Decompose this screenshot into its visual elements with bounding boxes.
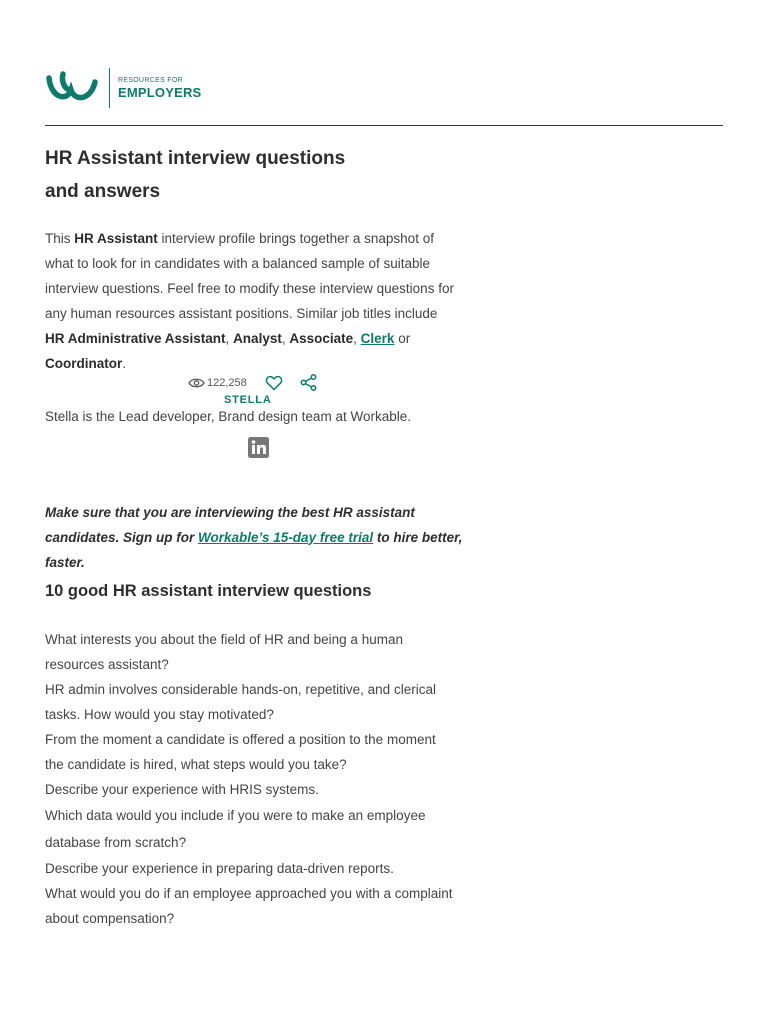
free-trial-link[interactable]: Workable’s 15-day free trial xyxy=(198,529,374,545)
job-title-4: Coordinator xyxy=(45,356,123,371)
logo-text xyxy=(118,76,201,101)
heart-icon[interactable] xyxy=(265,375,283,391)
job-title-1: HR Administrative Assistant xyxy=(45,331,226,346)
share-icon[interactable] xyxy=(300,374,317,391)
question-item: What would you do if an employee approached you with a complaint about compensation? xyxy=(45,886,453,926)
eye-icon xyxy=(188,377,205,389)
intro-text: This xyxy=(45,231,75,246)
author-name[interactable]: STELLA xyxy=(224,394,272,406)
intro-separator: , xyxy=(225,331,234,346)
linkedin-icon[interactable] xyxy=(248,437,269,458)
job-title-3: Associate xyxy=(289,331,354,346)
question-item: HR admin involves considerable hands-on, repetitive, and clerical tasks. How would you stay motivated? xyxy=(45,682,436,722)
question-item: From the moment a candidate is offered a position to the moment the candidate is hired, what steps would you take? xyxy=(45,732,436,772)
workable-w-icon xyxy=(45,68,101,108)
questions-list xyxy=(45,627,455,931)
logo-name: EMPLOYERS xyxy=(118,84,202,100)
intro-separator: , xyxy=(353,331,361,346)
intro-paragraph xyxy=(45,226,460,376)
question-item: Describe your experience in preparing data-driven reports. xyxy=(45,861,394,876)
workable-logo[interactable] xyxy=(45,68,201,108)
header-divider xyxy=(45,125,723,126)
question-item: Describe your experience with HRIS systems. xyxy=(45,782,319,797)
callout-text: to hire better, faster. xyxy=(45,529,463,570)
logo-tagline: RESOURCES FOR xyxy=(118,76,183,84)
clerk-link[interactable]: Clerk xyxy=(360,331,395,346)
intro-separator: , xyxy=(281,331,290,346)
question-item: What interests you about the field of HR and being a human resources assistant? xyxy=(45,632,403,672)
intro-text: . xyxy=(122,356,127,371)
question-item: Which data would you include if you were to make an employee database from scratch? xyxy=(45,808,426,850)
trial-callout xyxy=(45,500,465,575)
page-title: HR Assistant interview questions and answers xyxy=(45,148,346,202)
callout-text: Make sure that you are interviewing the best HR assistant candidates. Sign up for xyxy=(45,504,415,545)
view-count-value: 122,258 xyxy=(207,376,247,389)
author-bio: Stella is the Lead developer, Brand design team at Workable. xyxy=(45,409,411,424)
view-count xyxy=(188,377,247,389)
logo-divider xyxy=(109,68,110,108)
intro-text: or xyxy=(394,331,411,346)
questions-heading: 10 good HR assistant interview questions xyxy=(45,582,372,600)
intro-text: interview profile brings together a snapshot of what to look for in candidates with a balanced sample of suitable interview questions. Feel free to modify these interview questions for any human resources assistant positions. Similar job titles include xyxy=(45,231,454,321)
article-body xyxy=(45,142,460,376)
intro-role: HR Assistant xyxy=(74,231,158,246)
article-stats xyxy=(188,374,317,391)
job-title-2: Analyst xyxy=(233,331,282,346)
